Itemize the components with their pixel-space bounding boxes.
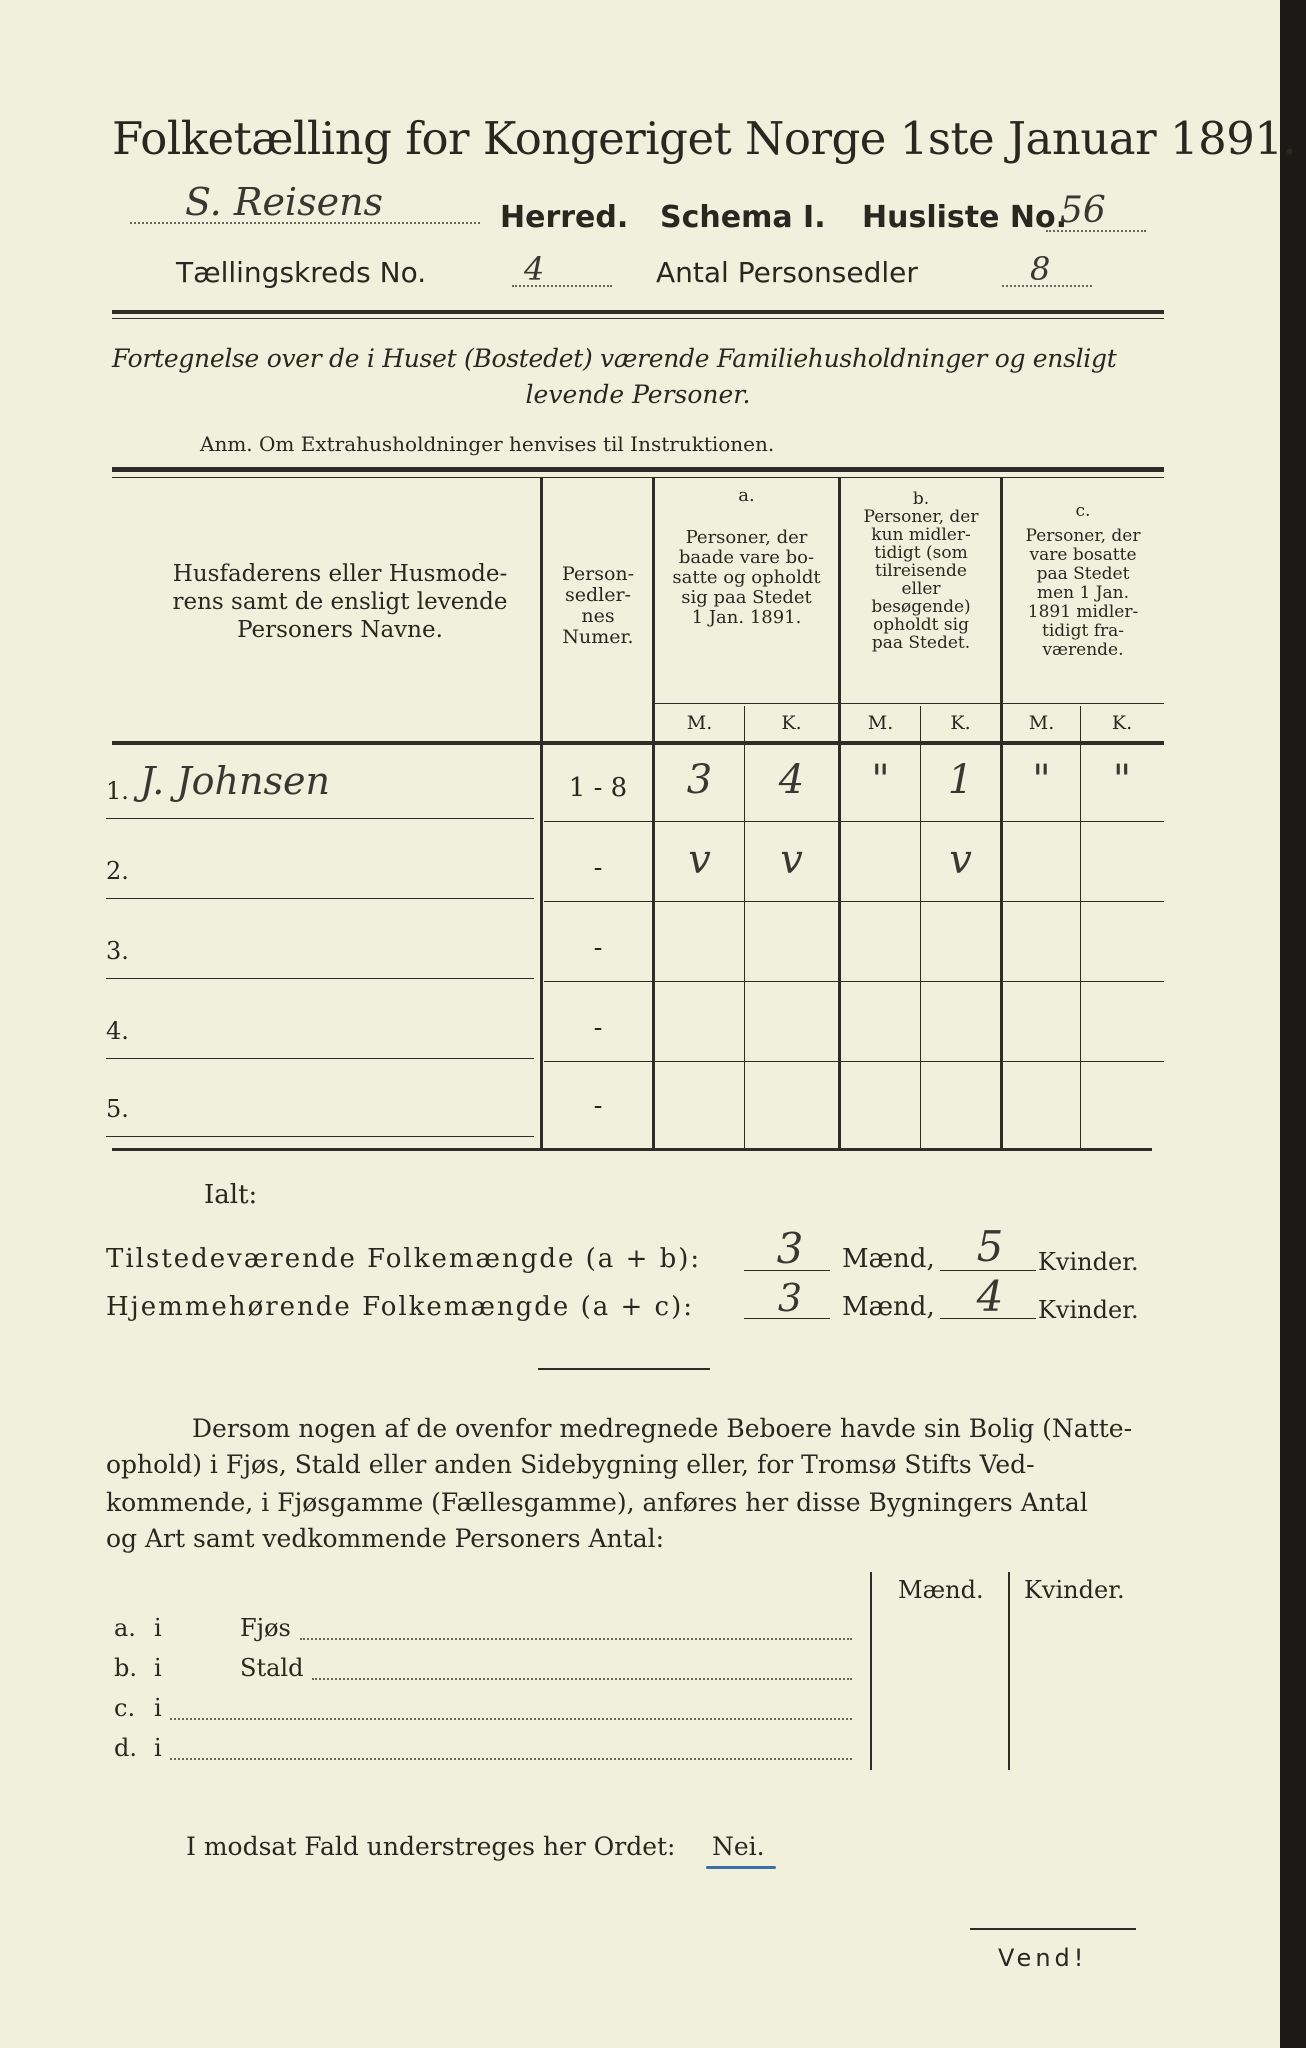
schema-label: Schema I. [660, 200, 826, 235]
buildings-para-3: kommende, i Fjøsgamme (Fællesgamme), anføres her disse Bygningers Antal [106, 1488, 1088, 1517]
nei-underline [706, 1866, 776, 1869]
col-am-label: M. [686, 712, 713, 734]
buildings-row-dotline [300, 1638, 852, 1640]
col-divider-name [540, 478, 543, 1148]
col-bk-label: K. [950, 712, 971, 734]
hjem-kvinder-value: 4 [976, 1272, 1004, 1321]
buildings-row-dotline [312, 1678, 852, 1680]
row-number: 3. [106, 937, 129, 965]
intro-line-1: Fortegnelse over de i Huset (Bostedet) værende Familiehusholdninger og ensligt [112, 344, 1117, 373]
row-number: 5. [106, 1095, 129, 1123]
col-header-name: Husfaderens eller Husmode- rens samt de ensligt levende Personers Navne. [172, 561, 508, 643]
col-header-group-b: b. Personer, der kun midler- tidigt (som tilreisende eller besøgende) opholdt sig paa Stedet. [863, 489, 979, 653]
col-bm-label: M. [867, 712, 894, 734]
buildings-row-prep: i [154, 1694, 162, 1722]
header-rule-thin [112, 318, 1164, 319]
husliste-label: Husliste No. [862, 200, 1067, 235]
tilst-kvinder-word: Kvinder. [1038, 1248, 1139, 1276]
hjem-maend-value: 3 [777, 1276, 803, 1320]
row-cells-rule [544, 901, 1164, 902]
col-ck-label: K. [1111, 712, 1133, 734]
buildings-para-4: og Art samt vedkommende Personers Antal: [106, 1524, 665, 1553]
buildings-row-label: Stald [240, 1654, 304, 1682]
row-sedler: - [593, 853, 603, 883]
row-cell-ck: " [1112, 757, 1132, 803]
buildings-kvinder-head: Kvinder. [1024, 1576, 1125, 1604]
tilst-maend-value: 3 [776, 1224, 804, 1273]
kreds-value: 4 [524, 250, 545, 288]
hjem-maend-word: Mænd, [842, 1292, 935, 1322]
buildings-divider-2 [1008, 1572, 1010, 1770]
buildings-row-letter: a. [114, 1614, 136, 1642]
row-cell-bk: v [949, 837, 972, 883]
buildings-row-prep: i [154, 1654, 162, 1682]
row-number: 1. [106, 777, 129, 805]
hjem-label: Hjemmehørende Folkemængde (a + c): [106, 1292, 694, 1322]
row-cells-rule [544, 981, 1164, 982]
row-name-rule [106, 898, 534, 899]
buildings-divider-1 [870, 1572, 872, 1770]
row-cell-ak: 4 [778, 757, 805, 803]
buildings-maend-head: Mænd. [898, 1576, 984, 1604]
antal-label: Antal Personsedler [656, 256, 918, 289]
row-name-rule [106, 978, 534, 979]
row-number: 4. [106, 1017, 129, 1045]
row-cells-rule [544, 821, 1164, 822]
row-cell-cm: " [1032, 757, 1051, 803]
row-sedler: 1 - 8 [568, 773, 628, 803]
buildings-row-letter: b. [114, 1654, 137, 1682]
row-cell-am: v [688, 837, 711, 883]
hjem-kvinder-word: Kvinder. [1038, 1296, 1139, 1324]
vend-rule [970, 1928, 1136, 1930]
buildings-row-label: Fjøs [240, 1614, 291, 1642]
col-header-group-c: c. Personer, der vare bosatte paa Stedet men 1 Jan. 1891 midler- tidigt fra- værende. [1025, 501, 1141, 660]
ialt-label: Ialt: [204, 1180, 258, 1210]
row-cell-bm: " [871, 757, 890, 803]
antal-value: 8 [1030, 250, 1051, 288]
row-sedler: - [593, 933, 603, 963]
section-divider [538, 1368, 710, 1370]
kreds-label: Tællingskreds No. [176, 256, 427, 289]
row-name-rule [106, 1058, 534, 1059]
row-cell-ak: v [780, 837, 803, 883]
row-name-rule [106, 818, 534, 819]
row-sedler: - [593, 1091, 603, 1121]
anm-note: Anm. Om Extrahusholdninger henvises til Instruktionen. [200, 432, 775, 456]
modsat-text: I modsat Fald understreges her Ordet: [186, 1832, 676, 1861]
husliste-value: 56 [1060, 190, 1106, 231]
buildings-row-prep: i [154, 1614, 162, 1642]
tilst-maend-word: Mænd, [842, 1244, 935, 1274]
row-sedler: - [593, 1013, 603, 1043]
tilst-kvinder-value: 5 [976, 1222, 1004, 1271]
mk-subheader-rule [654, 703, 1164, 704]
vend-text: Vend! [998, 1944, 1088, 1972]
table-top-rule [112, 467, 1164, 472]
table-header-bottom-rule [112, 741, 1164, 745]
row-cell-bk: 1 [947, 757, 974, 803]
buildings-row-dotline [170, 1718, 852, 1720]
col-ak-label: K. [781, 712, 802, 734]
nei-word: Nei. [712, 1832, 765, 1861]
herred-label: Herred. [500, 200, 629, 235]
row-name: J. Johnsen [140, 759, 330, 803]
col-header-num: Person- sedler- nes Numer. [561, 563, 635, 648]
table-top-rule-thin [112, 477, 1164, 478]
row-name-rule [106, 1136, 534, 1137]
buildings-row-prep: i [154, 1734, 162, 1762]
buildings-para-2: ophold) i Fjøs, Stald eller anden Sidebygning eller, for Tromsø Stifts Ved- [106, 1450, 1035, 1479]
col-header-group-a: a. Personer, der baade vare bo- satte og opholdt sig paa Stedet 1 Jan. 1891. [672, 485, 821, 628]
intro-line-2: levende Personer. [525, 380, 751, 409]
row-cells-rule [544, 1061, 1164, 1062]
row-cell-am: 3 [686, 757, 713, 803]
herred-value: S. Reisens [185, 180, 384, 224]
header-rule [112, 310, 1164, 314]
form-title: Folketælling for Kongeriget Norge 1ste Januar 1891. [112, 112, 1297, 165]
buildings-row-letter: d. [114, 1734, 137, 1762]
row-number: 2. [106, 857, 129, 885]
tilst-label: Tilstedeværende Folkemængde (a + b): [106, 1244, 702, 1274]
buildings-row-dotline [170, 1758, 852, 1760]
col-cm-label: M. [1028, 712, 1055, 734]
table-bottom-rule [112, 1148, 1152, 1151]
buildings-para-1: Dersom nogen af de ovenfor medregnede Beboere havde sin Bolig (Natte- [192, 1414, 1133, 1443]
buildings-row-letter: c. [114, 1694, 136, 1722]
